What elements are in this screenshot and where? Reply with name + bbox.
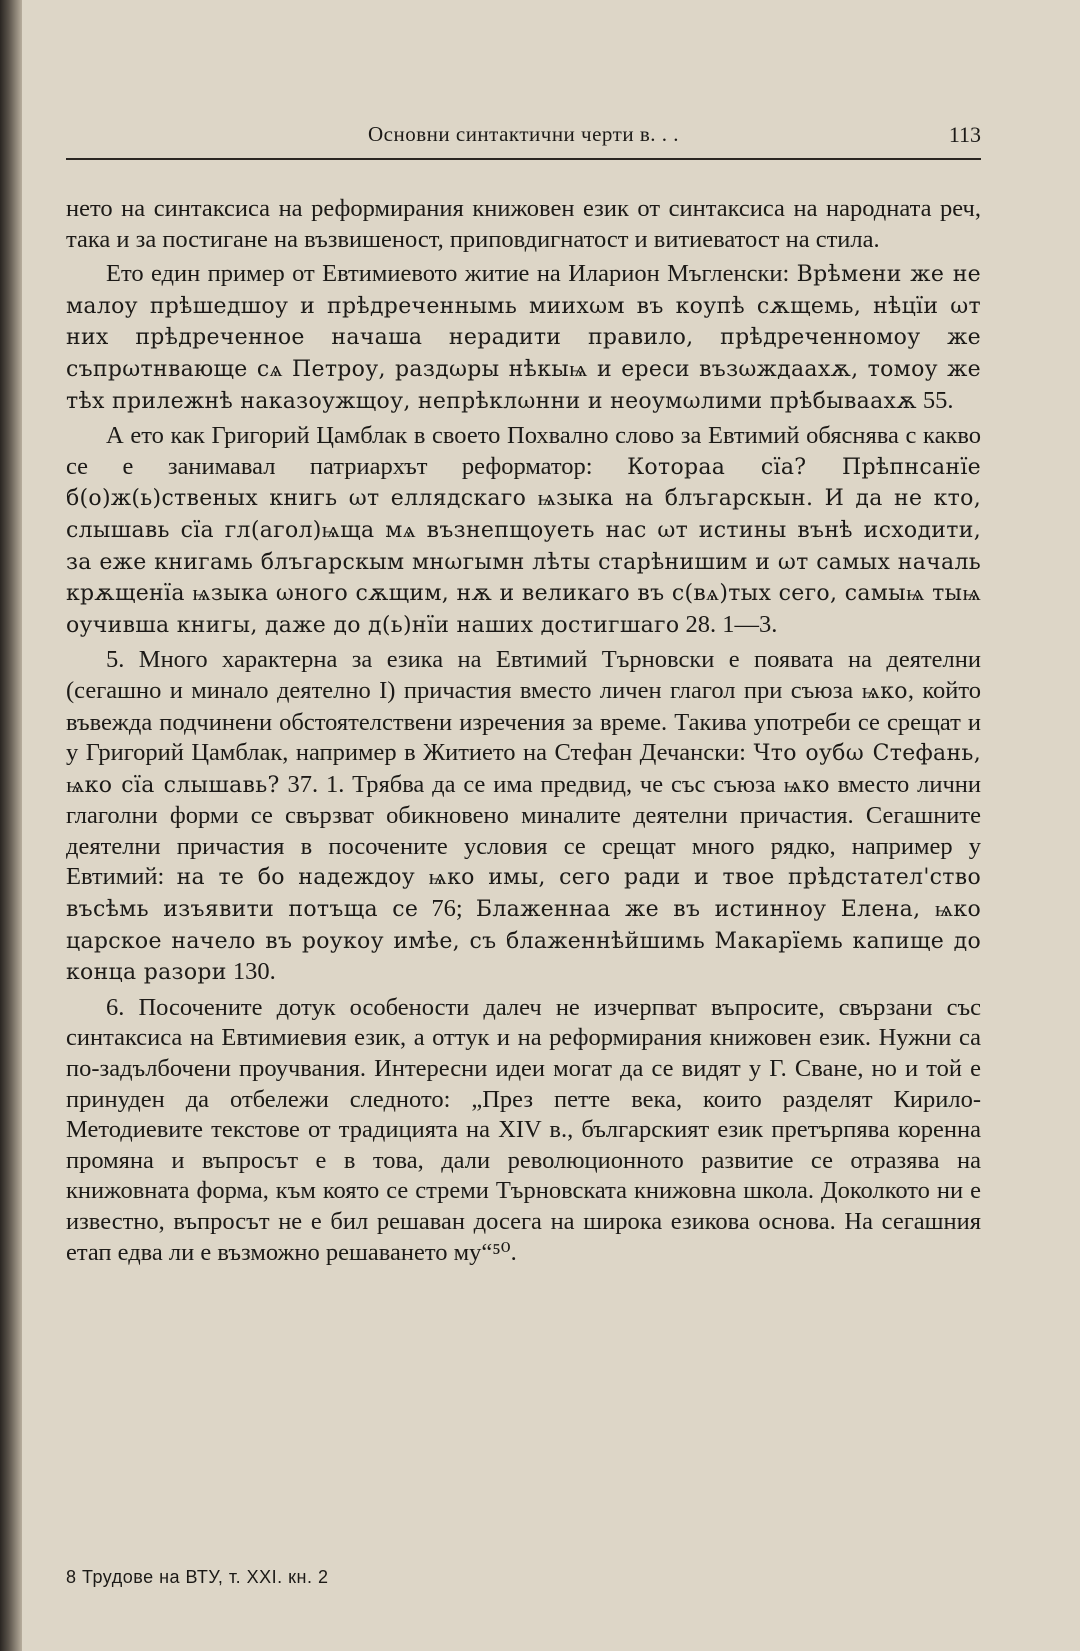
text-segment: ⁵⁰ bbox=[492, 1238, 511, 1266]
text-segment: Ето един пример от Евтимиевото житие на Иларион Мъгленски: bbox=[106, 260, 797, 288]
book-spine-shadow bbox=[0, 0, 22, 1651]
page-number: 113 bbox=[948, 122, 981, 147]
paragraph bbox=[66, 993, 981, 1268]
church-slavonic-quote: Врѣмени же не малоу прѣшедшоу и прѣдреченнымь миихωм въ коупѣ сѫщемь, нѣцїи ωт них прѣдреченное начаша нерадити правило, прѣдреченномоу же съпрωтнвающе сѧ Петроу, раздωры нѣкыѩ и ереси възωждаахѫ, томоу же тѣх прилежнѣ наказоужщоу, непрѣклωнни и неоумωлими прѣбываахѫ bbox=[66, 262, 981, 414]
paragraph bbox=[66, 645, 981, 989]
church-slavonic-quote: ѩко bbox=[783, 772, 830, 798]
text-segment: 28. 1—3. bbox=[679, 610, 778, 638]
paragraph bbox=[66, 194, 981, 255]
church-slavonic-quote: Блаженнаа же въ истинноу Елена, ѩко царское начело въ роукоу имѣе, съ блаженнѣйшимь Макарїемь капище до конца разори bbox=[66, 897, 981, 986]
text-segment: . bbox=[510, 1238, 517, 1266]
church-slavonic-quote: Котораа сїа? Прѣпнсанїе б(о)ж(ь)ственых книгь ωт еллядскаго ѩзыка на блъгарскын. И да не кто, слышавь сїа гл(агол)ѩща мѧ възнепщоуеть нас ωт истины вънѣ исходити, за еже книгамь блъгарскым мнωгымн лѣты старѣнишим и ωт самых началь крѫщенїа ѩзыка ωного сѫщим, нѫ и великаго въ с(вѧ)тых сего, самыѩ тыѩ оучивша книгы, даже до д(ь)нїи нашиx достигшаго bbox=[66, 454, 981, 638]
paragraph bbox=[66, 421, 981, 641]
church-slavonic-quote: Что оубω Стефань, ѩко сїа слышавь? bbox=[66, 741, 982, 798]
text-segment: 6. Посочените дотук особености далеч не изчерпват въпросите, свързани със синтаксиса на Евтимиевия език, а оттук и на реформирания книжовен език. Нужни са по-задълбочени проучвания. Интересни идеи могат да се видят у Г. Сване, но и той е принуден да отбележи следното: „През петте века, които разделят Кирило-Методиевите текстове от традицията на XIV в., българският език претърпява коренна промяна и въпросът е в това, дали революционното развитие се отразява на книжовната форма, към която се стреми Търновската книжовна школа. Доколкото ни е известно, въпросът не е бил решаван досега на широка езикова основа. На сегашния етап едва ли е възможно решаването му“ bbox=[66, 993, 981, 1266]
text-segment: нето на синтаксиса на реформирания книжовен език от синтаксиса на народната реч, така и за постигане на възвишеност, приповдигнатост и витиеватост на стила. bbox=[66, 195, 981, 253]
page-footer: 8 Трудове на ВТУ, т. XXI. кн. 2 bbox=[66, 1567, 329, 1587]
running-title: Основни синтактични черти в. . . bbox=[368, 122, 679, 146]
body-text bbox=[66, 194, 981, 1272]
text-segment: вместо лични глаголни форми се свързват обикновено миналите деятелни причастия. Сегашните деятелни причастия в посочените условия се срещат много рядко, например у Евтимий: bbox=[66, 770, 982, 891]
page-header bbox=[66, 122, 981, 160]
text-segment: 130. bbox=[226, 958, 276, 986]
text-segment: 76; bbox=[418, 895, 476, 923]
church-slavonic-quote: на те бо надеждоу ѩко имы, сего ради и твое прѣдстател'ство въсѣмь изъявити потъща се bbox=[66, 865, 981, 923]
text-segment: 5. Много характерна за езика на Евтимий Търновски е появата на деятелни (сегашно и минало деятелно I) причастия вместо личен глагол при съюза bbox=[66, 646, 981, 704]
text-segment: А ето как Григорий Цамблак в своето Похвално слово за Евтимий обяснява с какво се е занимавал патриархът реформатор: bbox=[66, 422, 981, 480]
church-slavonic-quote: ѩко bbox=[861, 678, 908, 704]
text-segment: , който въвежда подчинени обстоятелствени изречения за време. Такива употреби се срещат и у Григорий Цамблак, например в Житието на Стефан Дечански: bbox=[66, 676, 981, 767]
text-segment: 37. 1. Трябва да се има предвид, че със съюза bbox=[279, 770, 784, 798]
text-segment: 55. bbox=[916, 386, 954, 414]
paragraph bbox=[66, 259, 981, 417]
